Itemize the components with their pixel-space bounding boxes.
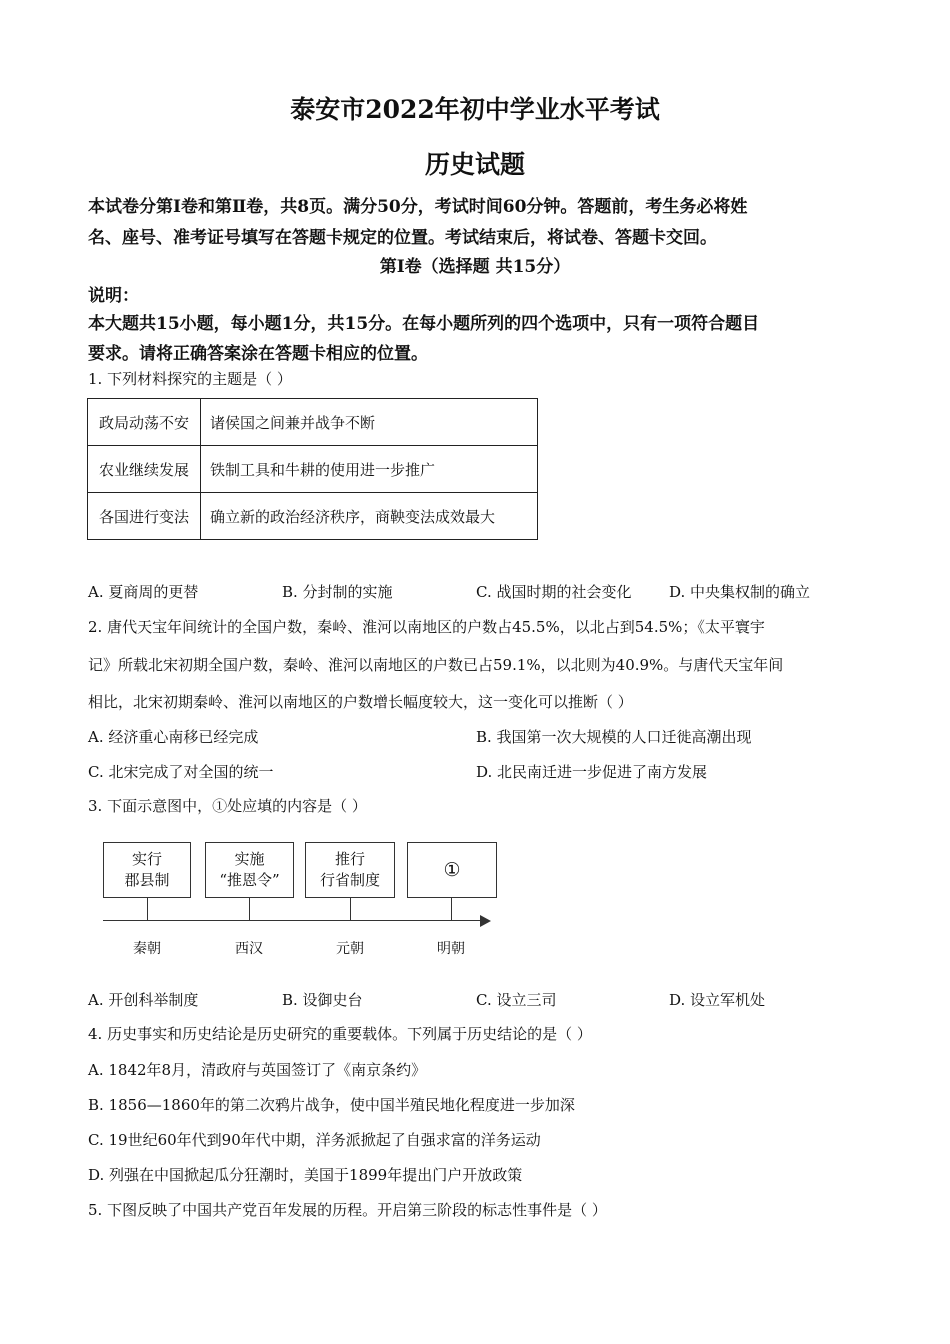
timeline-box-text: 郡县制 bbox=[124, 871, 170, 889]
timeline-tick bbox=[147, 898, 148, 920]
subject-title: 历史试题 bbox=[424, 150, 525, 179]
q4-option-b[interactable]: B. 1856—1860年的第二次鸦片战争，使中国半殖民地化程度进一步加深 bbox=[88, 1096, 575, 1114]
q2-stem-line-1: 2. 唐代天宝年间统计的全国户数，秦岭、淮河以南地区的户数占45.5%，以北占到54.5%；《太平寰宇 bbox=[88, 618, 765, 636]
table-row bbox=[88, 399, 538, 446]
timeline-axis bbox=[103, 920, 483, 921]
q2-stem-line-2: 记》所载北宋初期全国户数，秦岭、淮河以南地区的户数已占59.1%，以北则为40.9%。与唐代天宝年间 bbox=[88, 656, 784, 674]
timeline-arrow-icon bbox=[480, 915, 491, 927]
q2-option-b[interactable]: B. 我国第一次大规模的人口迁徙高潮出现 bbox=[476, 728, 752, 746]
q4-stem: 4. 历史事实和历史结论是历史研究的重要载体。下列属于历史结论的是（ ） bbox=[88, 1025, 592, 1043]
note-line-2: 要求。请将正确答案涂在答题卡相应的位置。 bbox=[88, 344, 428, 364]
q2-option-a[interactable]: A. 经济重心南移已经完成 bbox=[88, 728, 259, 746]
timeline-box-ming bbox=[407, 842, 497, 898]
timeline-label: 明朝 bbox=[437, 941, 465, 957]
q5-stem: 5. 下图反映了中国共产党百年发展的历程。开启第三阶段的标志性事件是（ ） bbox=[88, 1201, 607, 1219]
timeline-label: 元朝 bbox=[336, 941, 364, 957]
q1-option-c[interactable]: C. 战国时期的社会变化 bbox=[476, 583, 632, 601]
q1-material-table bbox=[87, 398, 538, 540]
timeline-box-text: 实施 bbox=[234, 850, 265, 868]
table-cell: 政局动荡不安 bbox=[88, 399, 201, 446]
timeline-box-text: 推行 bbox=[334, 850, 365, 868]
table-cell: 各国进行变法 bbox=[88, 493, 201, 540]
q3-option-c[interactable]: C. 设立三司 bbox=[476, 991, 557, 1009]
timeline-box-western-han bbox=[205, 842, 294, 898]
q2-stem-line-3: 相比，北宋初期秦岭、淮河以南地区的户数增长幅度较大，这一变化可以推断（ ） bbox=[88, 693, 633, 711]
q4-option-c[interactable]: C. 19世纪60年代到90年代中期，洋务派掀起了自强求富的洋务运动 bbox=[88, 1131, 541, 1149]
timeline-tick bbox=[350, 898, 351, 920]
q3-option-b[interactable]: B. 设御史台 bbox=[282, 991, 363, 1009]
timeline-box-text: 实行 bbox=[131, 850, 162, 868]
q1-stem: 1. 下列材料探究的主题是（ ） bbox=[88, 370, 292, 388]
table-cell: 铁制工具和牛耕的使用进一步推广 bbox=[201, 446, 538, 493]
instructions-line-2: 名、座号、准考证号填写在答题卡规定的位置。考试结束后，将试卷、答题卡交回。 bbox=[88, 228, 717, 248]
q3-option-a[interactable]: A. 开创科举制度 bbox=[88, 991, 199, 1009]
q2-option-c[interactable]: C. 北宋完成了对全国的统一 bbox=[88, 763, 274, 781]
q4-option-d[interactable]: D. 列强在中国掀起瓜分狂潮时，美国于1899年提出门户开放政策 bbox=[88, 1166, 523, 1184]
timeline-box-text: ① bbox=[443, 858, 461, 881]
timeline-box-qin bbox=[103, 842, 191, 898]
instructions-line-1: 本试卷分第Ⅰ卷和第Ⅱ卷，共8页。满分50分，考试时间60分钟。答题前，考生务必将姓 bbox=[88, 197, 748, 217]
note-label: 说明： bbox=[88, 286, 139, 306]
q1-option-d[interactable]: D. 中央集权制的确立 bbox=[669, 583, 811, 601]
q3-stem: 3. 下面示意图中，①处应填的内容是（ ） bbox=[88, 797, 367, 815]
q4-option-a[interactable]: A. 1842年8月，清政府与英国签订了《南京条约》 bbox=[88, 1061, 427, 1079]
timeline-tick bbox=[451, 898, 452, 920]
table-row bbox=[88, 493, 538, 540]
q1-option-a[interactable]: A. 夏商周的更替 bbox=[88, 583, 199, 601]
q3-option-d[interactable]: D. 设立军机处 bbox=[669, 991, 766, 1009]
note-line-1: 本大题共15小题，每小题1分，共15分。在每小题所列的四个选项中，只有一项符合题目 bbox=[88, 314, 760, 334]
timeline-box-text: 行省制度 bbox=[319, 871, 380, 889]
table-cell: 农业继续发展 bbox=[88, 446, 201, 493]
table-cell: 诸侯国之间兼并战争不断 bbox=[201, 399, 538, 446]
timeline-label: 秦朝 bbox=[133, 941, 161, 957]
exam-title: 泰安市2022年初中学业水平考试 bbox=[290, 95, 660, 124]
part1-title: 第Ⅰ卷（选择题 共15分） bbox=[379, 257, 571, 277]
table-row bbox=[88, 446, 538, 493]
timeline-box-yuan bbox=[305, 842, 395, 898]
timeline-tick bbox=[249, 898, 250, 920]
timeline-label: 西汉 bbox=[235, 941, 263, 957]
q1-option-b[interactable]: B. 分封制的实施 bbox=[282, 583, 393, 601]
timeline-box-text: “推恩令” bbox=[219, 871, 280, 889]
q2-option-d[interactable]: D. 北民南迁进一步促进了南方发展 bbox=[476, 763, 708, 781]
table-cell: 确立新的政治经济秩序，商鞅变法成效最大 bbox=[201, 493, 538, 540]
